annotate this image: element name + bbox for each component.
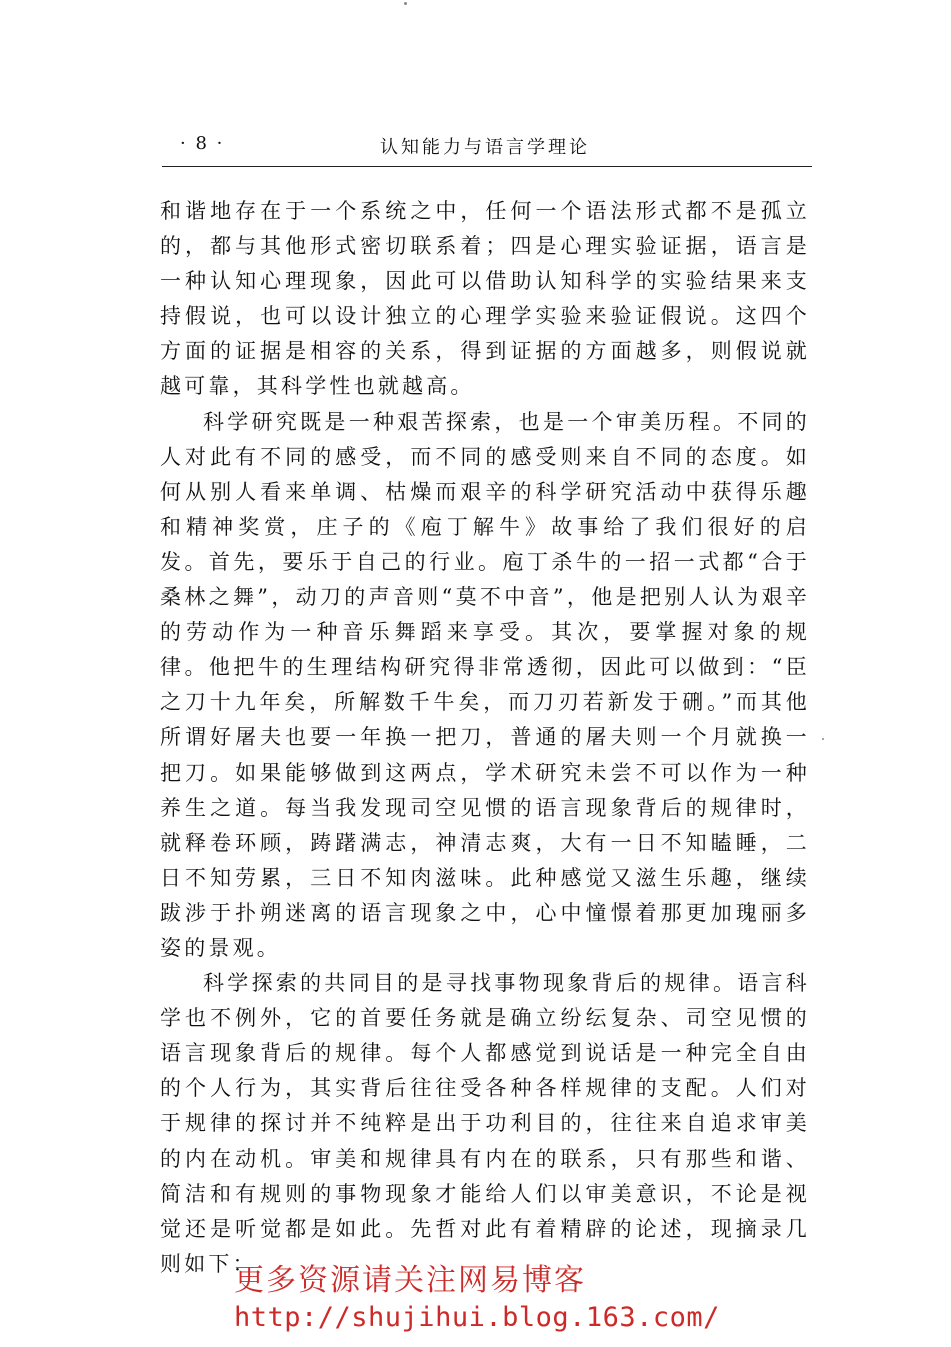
paragraph: 科学研究既是一种艰苦探索，也是一个审美历程。不同的人对此有不同的感受，而不同的感受则来自不同的态度。如何从别人看来单调、枯燥而艰辛的科学研究活动中获得乐趣和精神奖赏，庄子的《庖丁解牛》故事给了我们很好的启发。首先，要乐于自己的行业。庖丁杀牛的一招一式都“合于桑林之舞”，动刀的声音则“莫不中音”，他是把别人认为艰辛的劳动作为一种音乐舞蹈来享受。其次，要掌握对象的规律。他把牛的生理结构研究得非常透彻，因此可以做到：“臣之刀十九年矣，所解数千牛矣，而刀刃若新发于硎。”而其他所谓好屠夫也要一年换一把刀，普通的屠夫则一个月就换一把刀。如果能够做到这两点，学术研究未尝不可以作为一种养生之道。每当我发现司空见惯的语言现象背后的规律时，就释卷环顾，踌躇满志，神清志爽，大有一日不知瞌睡，二日不知劳累，三日不知肉滋味。此种感觉又滋生乐趣，继续跋涉于扑朔迷离的语言现象之中，心中憧憬着那更加瑰丽多姿的景观。 — [160, 409, 810, 960]
watermark-text: 更多资源请关注网易博客 — [234, 1263, 586, 1298]
running-title: 认知能力与语言学理论 — [380, 137, 590, 158]
page-number: · 8 · — [180, 133, 225, 154]
scan-speck — [404, 2, 407, 5]
page-header — [160, 133, 810, 163]
paragraph: 和谐地存在于一个系统之中，任何一个语法形式都不是孤立的，都与其他形式密切联系着；四是心理实验证据，语言是一种认知心理现象，因此可以借助认知科学的实验结果来支持假说，也可以设计独立的心理学实验来验证假说。这四个方面的证据是相容的关系，得到证据的方面越多，则假说就越可靠，其科学性也就越高。 — [160, 199, 810, 399]
body-text — [160, 194, 810, 1282]
watermark — [234, 1262, 754, 1336]
watermark-url: http://shujihui.blog.163.com/ — [234, 1302, 720, 1333]
header-rule — [162, 166, 812, 167]
paragraph: 科学探索的共同目的是寻找事物现象背后的规律。语言科学也不例外，它的首要任务就是确立纷纭复杂、司空见惯的语言现象背后的规律。每个人都感觉到说话是一种完全自由的个人行为，其实背后往往受各种各样规律的支配。人们对于规律的探讨并不纯粹是出于功利目的，往往来自追求审美的内在动机。审美和规律具有内在的联系，只有那些和谐、简洁和有规则的事物现象才能给人们以审美意识，不论是视觉还是听觉都是如此。先哲对此有着精辟的论述，现摘录几则如下： — [160, 971, 810, 1276]
scan-speck — [822, 738, 824, 740]
